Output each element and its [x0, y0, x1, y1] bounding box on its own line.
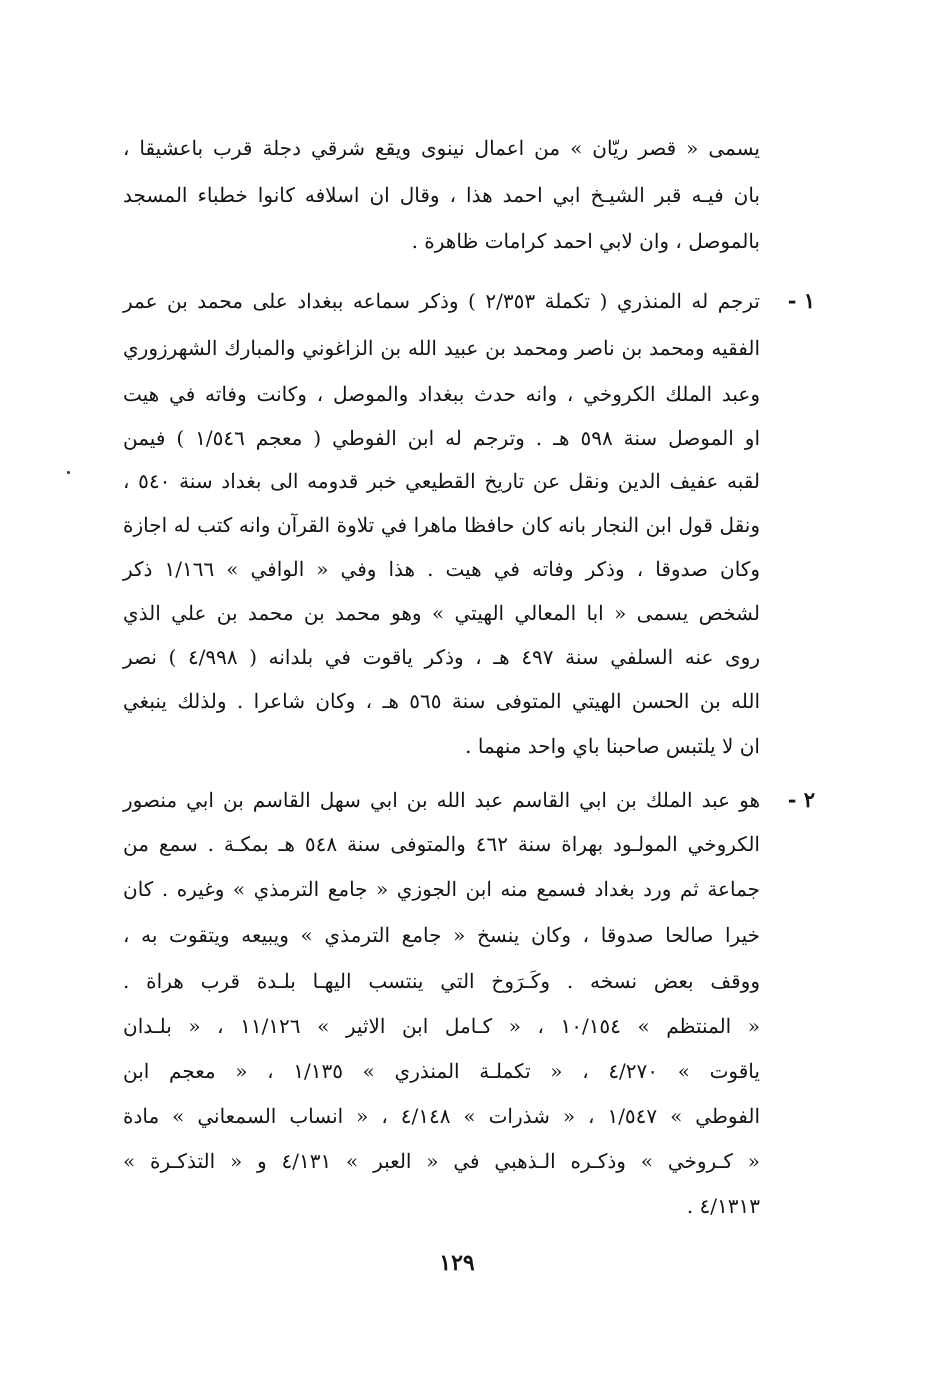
footnote-line: ونقل قول ابن النجار بانه كان حافظا ماهرا في تلاوة القرآن وانه كتب له اجازة [123, 513, 760, 537]
footnote-line: او الموصل سنة ٥٩٨ هـ . وترجم له ابن الفوطي ( معجم ١/٥٤٦ ) فيمن [123, 426, 761, 450]
footnote-line: ووقف بعض نسخه . وكَـرَوخ التي ينتسب اليهـا بلـدة قرب هراة . [123, 969, 760, 993]
footnote-line: ترجم له المنذري ( تكملة ٢/٣٥٣ ) وذكر سماعه ببغداد على محمد بن عمر [123, 289, 760, 313]
footnote-line: وعبد الملك الكروخي ، وانه حدث ببغداد والموصل ، وكانت وفاته في هيت [123, 382, 760, 406]
footnote-line: ان لا يلتبس صاحبنا باي واحد منهما . [465, 734, 760, 758]
scan-speck [67, 471, 70, 474]
footnote-number: ١ - [787, 288, 815, 313]
footnote-line: « كـروخي » وذكـره الـذهبي في « العبر » ٤/١٣١ و « التذكـرة » [123, 1149, 760, 1173]
footnote-line: وكان صدوقا ، وذكر وفاته في هيت . هذا وفي « الوافي » ١/١٦٦ ذكر [123, 557, 760, 581]
footnote-line: الكروخي المولـود بهراة سنة ٤٦٢ والمتوفى سنة ٥٤٨ هـ بمكـة . سمع من [123, 832, 760, 856]
page-number: ١٢٩ [439, 1250, 475, 1276]
footnote-line: الله بن الحسن الهيتي المتوفى سنة ٥٦٥ هـ ، وكان شاعرا . ولذلك ينبغي [123, 689, 760, 713]
footnote-line: لقبه عفيف الدين ونقل عن تاريخ القطيعي خبر قدومه الى بغداد سنة ٥٤٠ ، [123, 469, 760, 493]
intro-line: بان فيـه قبر الشيـخ ابي احمد هذا ، وقال ان اسلافه كانوا خطباء المسجد [123, 183, 760, 207]
footnote-line: الفقيه ومحمد بن ناصر ومحمد بن عبيد الله بن الزاغوني والمبارك الشهرزوري [123, 336, 760, 360]
footnote-line: ياقوت » ٤/٢٧٠ ، « تكملـة المنذري » ١/١٣٥ ، « معجم ابن [123, 1059, 760, 1083]
intro-line: بالموصل ، وان لابي احمد كرامات ظاهرة . [411, 229, 760, 253]
footnote-line: هو عبد الملك بن ابي القاسم عبد الله بن ابي سهل القاسم بن ابي منصور [123, 788, 760, 812]
footnote-line: خيرا صالحا صدوقا ، وكان ينسخ « جامع الترمذي » ويبيعه ويتقوت به ، [123, 923, 760, 947]
footnote-line: جماعة ثم ورد بغداد فسمع منه ابن الجوزي « جامع الترمذي » وغيره . كان [123, 877, 760, 901]
intro-line: يسمى « قصر ريّان » من اعمال نينوى ويقع شرقي دجلة قرب باعشيقا ، [123, 136, 760, 160]
footnote-line: ٤/١٣١٣ . [686, 1194, 760, 1218]
footnote-line: روى عنه السلفي سنة ٤٩٧ هـ ، وذكر ياقوت في بلدانه ( ٤/٩٩٨ ) نصر [123, 645, 760, 669]
footnote-number: ٢ - [787, 787, 815, 812]
footnote-line: « المنتظم » ١٠/١٥٤ ، « كـامل ابن الاثير » ١١/١٢٦ ، « بلـدان [123, 1014, 760, 1038]
footnote-line: لشخص يسمى « ابا المعالي الهيتي » وهو محمد بن محمد بن علي الذي [123, 601, 760, 625]
footnote-line: الفوطي » ١/٥٤٧ ، « شذرات » ٤/١٤٨ ، « انساب السمعاني » مادة [123, 1104, 760, 1128]
